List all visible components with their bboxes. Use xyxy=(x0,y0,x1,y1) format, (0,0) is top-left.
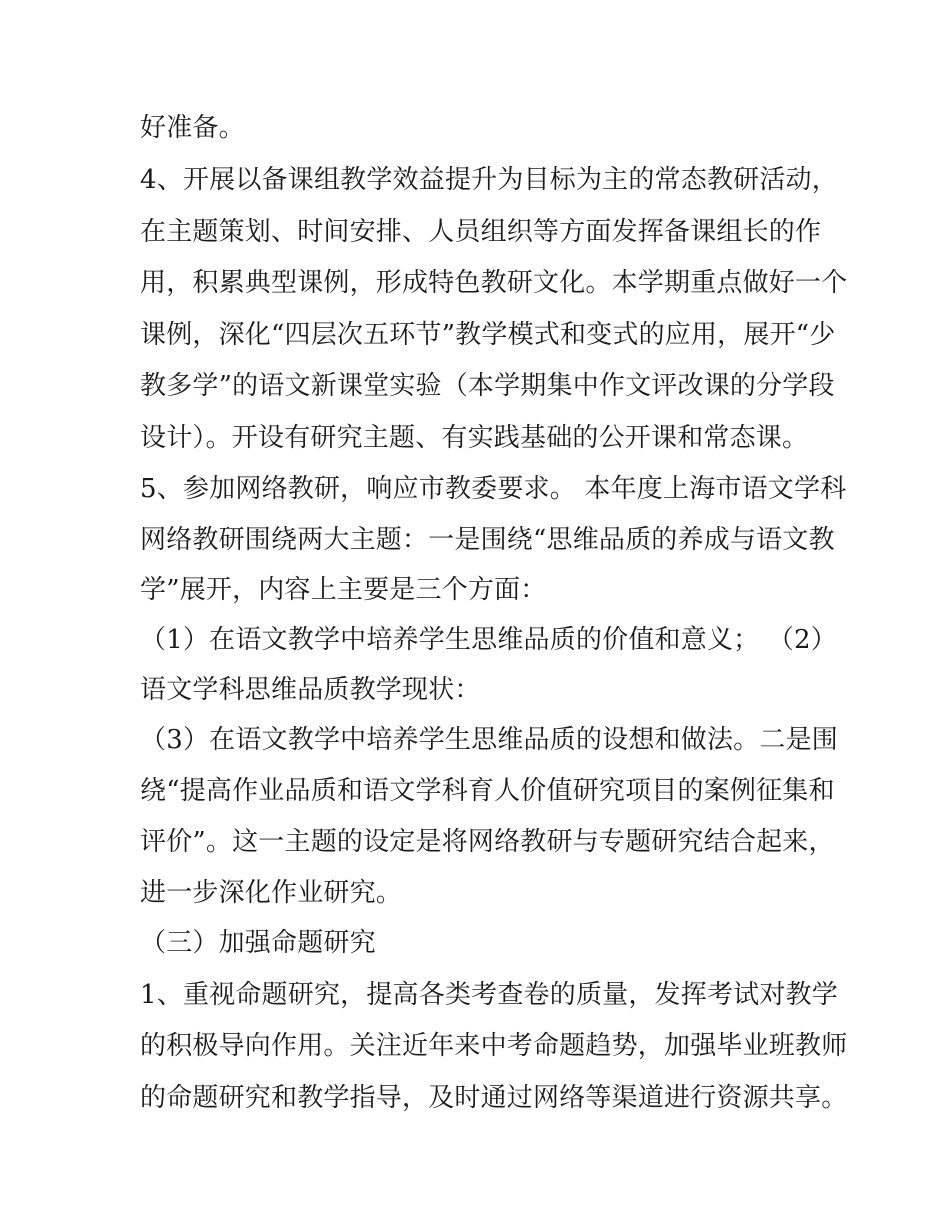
text-line-10: 学”展开，内容上主要是三个方面： xyxy=(140,575,547,605)
text-line-7: 设计）。开设有研究主题、有实践基础的公开课和常态课。 xyxy=(140,423,809,453)
text-line-5: 课例，深化“四层次五环节”教学模式和变式的应用，展开“少 xyxy=(140,320,836,350)
text-line-9: 网络教研围绕两大主题：一是围绕“思维品质的养成与语文教 xyxy=(140,525,835,555)
text-line-14: 绕“提高作业品质和语文学科育人价值研究项目的案例征集和 xyxy=(140,776,835,806)
text-line-4: 用，积累典型课例，形成特色教研文化。本学期重点做好一个 xyxy=(140,268,848,298)
text-line-8: 5、参加网络教研，响应市教委要求。 本年度上海市语文学科 xyxy=(140,474,847,504)
text-line-6: 教多学”的语文新课堂实验（本学期集中作文评改课的分学段 xyxy=(140,371,835,401)
text-line-11: （1）在语文教学中培养学生思维品质的价值和意义； （2） xyxy=(140,625,837,655)
text-line-2: 4、开展以备课组教学效益提升为目标为主的常态教研活动， xyxy=(140,165,838,195)
section-heading: （三）加强命题研究 xyxy=(140,928,376,958)
text-line-19: 的积极导向作用。关注近年来中考命题趋势，加强毕业班教师 xyxy=(140,1031,848,1061)
text-line-15: 评价”。这一主题的设定是将网络教研与专题研究结合起来， xyxy=(140,827,835,857)
text-line-12: 语文学科思维品质教学现状： xyxy=(140,675,481,705)
text-line-16: 进一步深化作业研究。 xyxy=(140,878,403,908)
text-line-3: 在主题策划、时间安排、人员组织等方面发挥备课组长的作 xyxy=(140,217,822,247)
text-line-20: 的命题研究和教学指导，及时通过网络等渠道进行资源共享。 xyxy=(140,1083,848,1113)
text-line-13: （3）在语文教学中培养学生思维品质的设想和做法。二是围 xyxy=(140,725,838,755)
text-line-1: 好准备。 xyxy=(140,113,245,143)
text-line-18: 1、重视命题研究，提高各类考查卷的质量，发挥考试对教学 xyxy=(140,980,838,1010)
